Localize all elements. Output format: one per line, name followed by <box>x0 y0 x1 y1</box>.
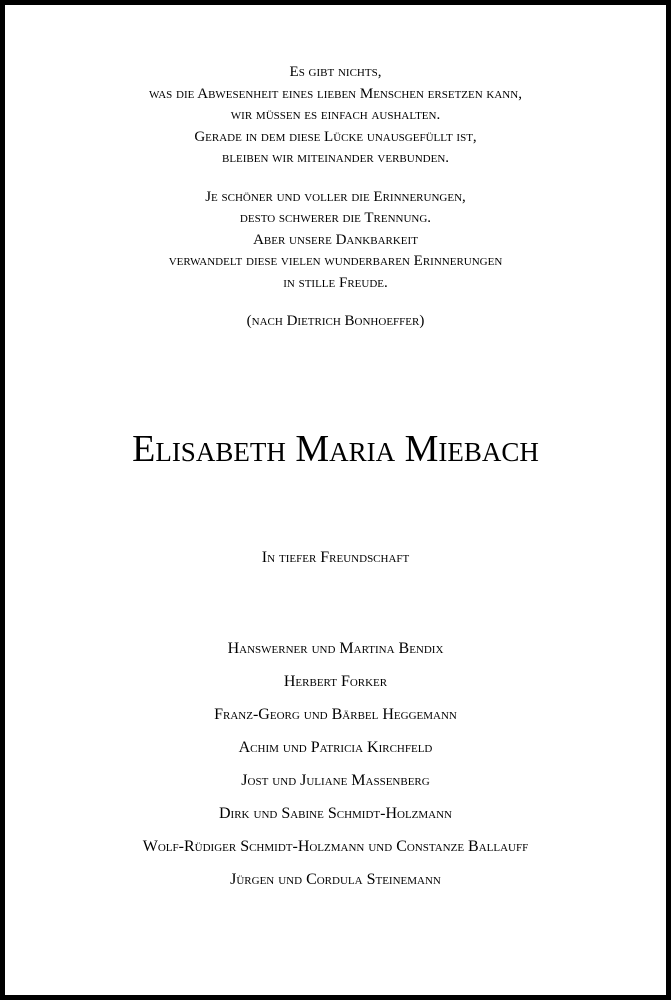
signers-list <box>0 638 671 902</box>
signer-entry: Dirk und Sabine Schmidt-Holzmann <box>219 805 452 822</box>
poem-attribution: (nach Dietrich Bonhoeffer) <box>246 313 425 329</box>
poem-line: Je schöner und voller die Erinnerungen, <box>205 188 466 205</box>
poem-line: Gerade in dem diese Lücke unausgefüllt ist, <box>194 128 477 145</box>
poem-line: verwandelt diese vielen wunderbaren Erinnerungen <box>168 253 503 269</box>
signer-entry: Wolf-Rüdiger Schmidt-Holzmann und Constanze Ballauff <box>142 838 529 855</box>
poem-line: Aber unsere Dankbarkeit <box>253 231 418 248</box>
signer-entry: Achim und Patricia Kirchfeld <box>238 739 433 756</box>
signer-entry: Hanswerner und Martina Bendix <box>227 640 444 657</box>
poem-line: Es gibt nichts, <box>289 64 382 80</box>
poem-line: wir müssen es einfach aushalten. <box>230 107 441 123</box>
signer-entry: Herbert Forker <box>283 673 388 690</box>
poem-line: was die Abwesenheit eines lieben Menschen ersetzen kann, <box>149 85 522 102</box>
poem <box>0 62 671 333</box>
poem-line: bleiben wir miteinander verbunden. <box>221 150 450 166</box>
dedication-subtitle: In tiefer Freundschaft <box>261 549 410 566</box>
poem-line: in stille Freude. <box>283 274 388 291</box>
poem-stanza-2 <box>0 187 671 295</box>
signer-entry: Jost und Juliane Massenberg <box>241 772 430 789</box>
poem-stanza-1 <box>0 62 671 170</box>
signer-entry: Jürgen und Cordula Steinemann <box>230 871 441 888</box>
signer-entry: Franz-Georg und Bärbel Heggemann <box>214 706 457 723</box>
poem-line: desto schwerer die Trennung. <box>239 210 432 226</box>
deceased-name: Elisabeth Maria Miebach <box>132 428 539 470</box>
